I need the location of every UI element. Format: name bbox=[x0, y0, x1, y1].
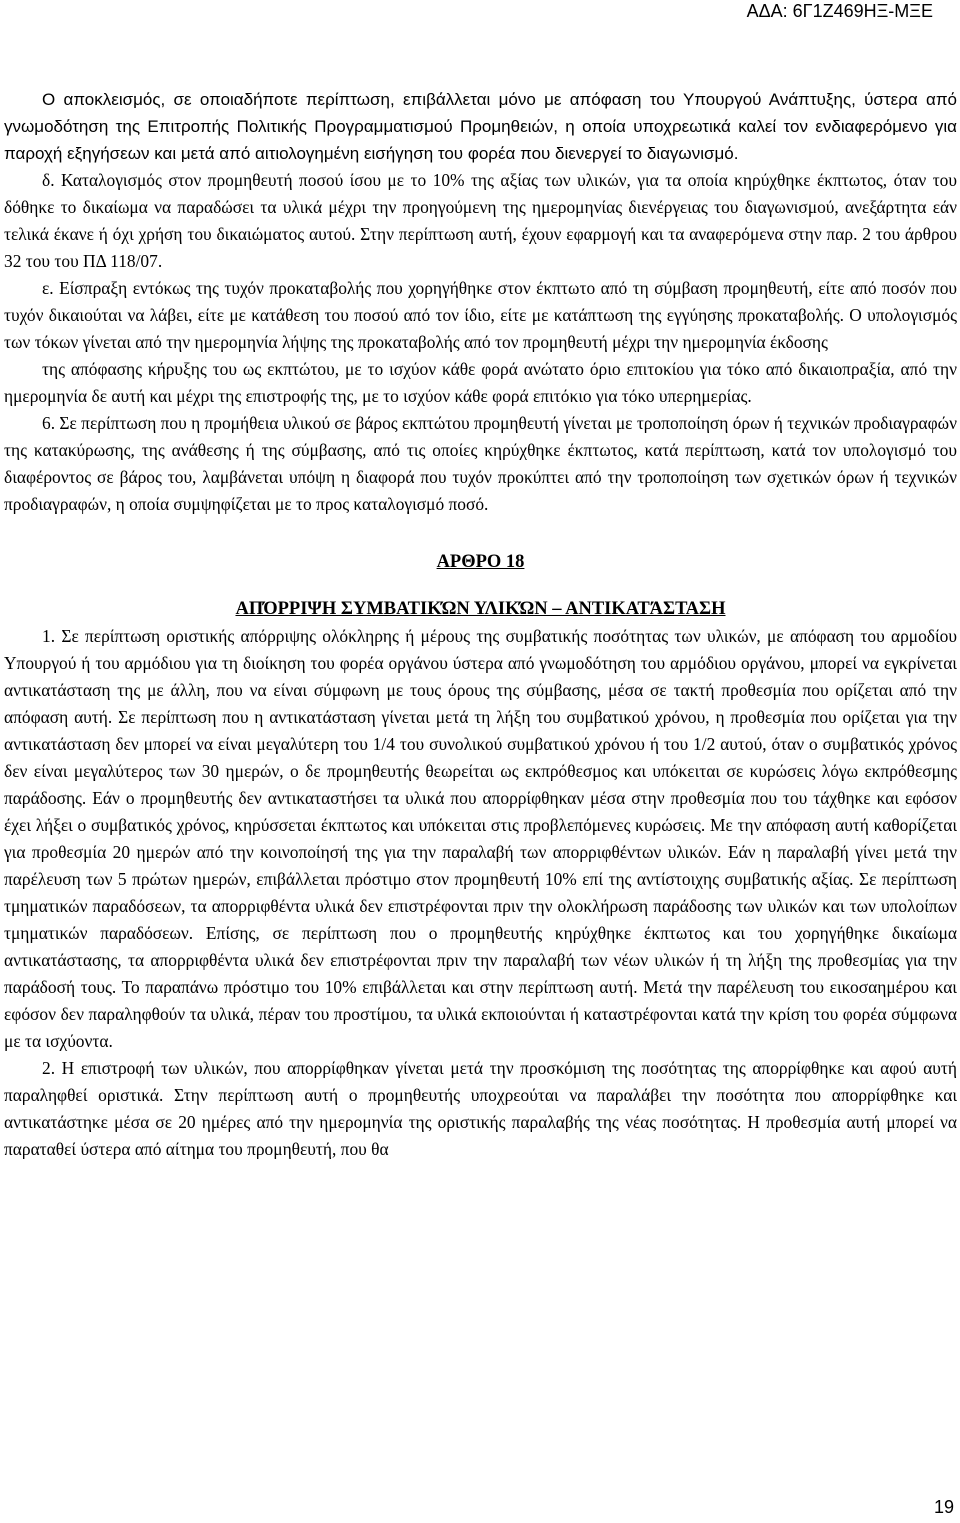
paragraph-epsilon: ε. Είσπραξη εντόκως της τυχόν προκαταβολής που χορηγήθηκε στον έκπτωτο από τη σύμβαση προμηθευτή, είτε από ποσόν που τυχόν δικαιούται να λάβει, είτε με κατάθεση του ποσού από τον ίδιο, είτε με κατάπτωση της εγγύησης προκαταβολής. Ο υπολογισμός των τόκων γίνεται από την ημερομηνία λήψης της προκαταβολής από τον προμηθευτή μέχρι την ημερομηνία έκδοσης bbox=[4, 278, 957, 352]
article-heading: ΑΠΌΡΡΙΨΗ ΣΥΜΒΑΤΙΚΏΝ ΥΛΙΚΏΝ – ΑΝΤΙΚΑΤΆΣΤΑΣΗ bbox=[235, 599, 726, 619]
paragraph-epsilon-continued: της απόφασης κήρυξης του ως εκπτώτου, με το ισχύον κάθε φορά ανώτατο όριο επιτοκίου για τόκο από δικαιοπραξία, από την ημερομηνία δε αυτή και μέχρι της επιστροφής της, με το ισχύον κάθε φορά επιτόκιο για τόκο υπερημερίας. bbox=[4, 359, 957, 406]
article-title: ΑΡΘΡΟ 18 bbox=[436, 552, 525, 572]
ada-code: ΑΔΑ: 6Γ1Ζ469ΗΞ-ΜΞΕ bbox=[746, 1, 933, 21]
paragraph-exclusion: Ο αποκλεισμός, σε οποιαδήποτε περίπτωση, επιβάλλεται μόνο με απόφαση του Υπουργού Ανάπτυξης, ύστερα από γνωμοδότηση της Επιτροπής Πολιτικής Προγραμματισμού Προμηθειών, η οποία υποχρεωτικά καλεί τον ενδιαφερόμενο για παροχή εξηγήσεων και μετά από αιτιολογημένη εισήγηση του φορέα που διενεργεί το διαγωνισμό. bbox=[4, 90, 957, 163]
paragraph-delta: δ. Καταλογισμός στον προμηθευτή ποσού ίσου με το 10% της αξίας των υλικών, για τα οποία κηρύχθηκε έκπτωτος, όταν του δόθηκε το δικαίωμα να παραδώσει τα υλικά μέχρι την προηγούμενη της ημερομηνίας διενέργειας του διαγωνισμού, ανεξάρτητα εάν τελικά έκανε ή όχι χρήση του δικαιώματος αυτού. Στην περίπτωση αυτή, έχουν εφαρμογή και τα αναφερόμενα στην παρ. 2 του άρθρου 32 του του ΠΔ 118/07. bbox=[4, 170, 957, 271]
page-number: 19 bbox=[933, 1497, 954, 1517]
paragraph-article18-1: 1. Σε περίπτωση οριστικής απόρριψης ολόκληρης ή μέρους της συμβατικής ποσότητας των υλικών, με απόφαση του αρμοδίου Υπουργού ή του αρμόδιου για τη διοίκηση του φορέα οργάνου ύστερα από γνωμοδότηση του αρμόδιου οργάνου, μπορεί να εγκρίνεται αντικατάσταση της με άλλη, που να είναι σύμφωνη με τους όρους της σύμβασης, μέσα σε τακτή προθεσμία που ορίζεται από την απόφαση αυτή. Σε περίπτωση που η αντικατάσταση γίνεται μετά τη λήξη του συμβατικού χρόνου, η προθεσμία που ορίζεται για την αντικατάσταση δεν μπορεί να είναι μεγαλύτερη του 1/4 του συνολικού συμβατικού χρόνου ή του 1/2 αυτού, όταν ο συμβατικός χρόνος δεν είναι μεγαλύτερος των 30 ημερών, ο δε προμηθευτής θεωρείται ως εκπρόθεσμος και υπόκειται σε κυρώσεις λόγω εκπρόθεσμης παράδοσης. Εάν ο προμηθευτής δεν αντικαταστήσει τα υλικά που απορρίφθηκαν μέσα στην προθεσμία που του τάχθηκε και εφόσον έχει λήξει ο συμβατικός χρόνος, κηρύσσεται έκπτωτος και υπόκειται στις προβλεπόμενες κυρώσεις. Με την απόφαση αυτή καθορίζεται για προθεσμία 20 ημερών από την κοινοποίησή της για την παραλαβή των απορριφθέντων υλικών. Εάν η παραλαβή γίνει μετά την παρέλευση των 5 πρώτων ημερών, επιβάλλεται πρόστιμο στον προμηθευτή 10% επί της αντίστοιχης συμβατικής αξίας. Σε περίπτωση τμηματικών παραδόσεων, τα απορριφθέντα υλικά δεν επιστρέφονται πριν την ολοκλήρωση παράδοσης των υλικών και των υπολοίπων τμηματικών παραδόσεων. Επίσης, σε περίπτωση που ο προμηθευτής κηρύχθηκε έκπτωτος και του χορηγήθηκε δικαίωμα αντικατάστασης, τα απορριφθέντα υλικά δεν επιστρέφονται πριν την παραλαβή των νέων υλικών ή τη λήξη της προθεσμίας για την παράδοσή τους. Το παραπάνω πρόστιμο του 10% επιβάλλεται και στην περίπτωση αυτή. Μετά την παρέλευση του εικοσαημέρου και εφόσον δεν παραληφθούν τα υλικά, πέραν του προστίμου, τα υλικά εκποιούνται ή καταστρέφονται κατά την κρίση του φορέα σύμφωνα με τα ισχύοντα. bbox=[4, 626, 957, 1051]
paragraph-6: 6. Σε περίπτωση που η προμήθεια υλικού σε βάρος εκπτώτου προμηθευτή γίνεται με τροποποίηση όρων ή τεχνικών προδιαγραφών της κατακύρωσης, της ανάθεσης ή της σύμβασης, από τις οποίες κηρύχθηκε έκπτωτος, κατά περίπτωση, κατά τον υπολογισμό του διαφέροντος σε βάρος του, λαμβάνεται υπόψη η διαφορά που τυχόν προκύπτει από την τροποποίηση των σχετικών όρων ή τεχνικών προδιαγραφών, η οποία συμψηφίζεται με το προς καταλογισμό ποσό. bbox=[4, 413, 957, 514]
document-body bbox=[4, 86, 957, 1163]
paragraph-article18-2: 2. Η επιστροφή των υλικών, που απορρίφθηκαν γίνεται μετά την προσκόμιση της ποσότητας της απορρίφθηκε και αφού αυτή παραληφθεί οριστικά. Στην περίπτωση αυτή ο προμηθευτής υποχρεούται να παραλάβει την ποσότητα που απορρίφθηκε και αντικατάστηκε μέσα σε 20 ημέρες από την ημερομηνία της οριστικής παραλαβής της νέας ποσότητας. Η προθεσμία αυτή μπορεί να παραταθεί ύστερα από αίτημα του προμηθευτή, που θα bbox=[4, 1058, 957, 1159]
